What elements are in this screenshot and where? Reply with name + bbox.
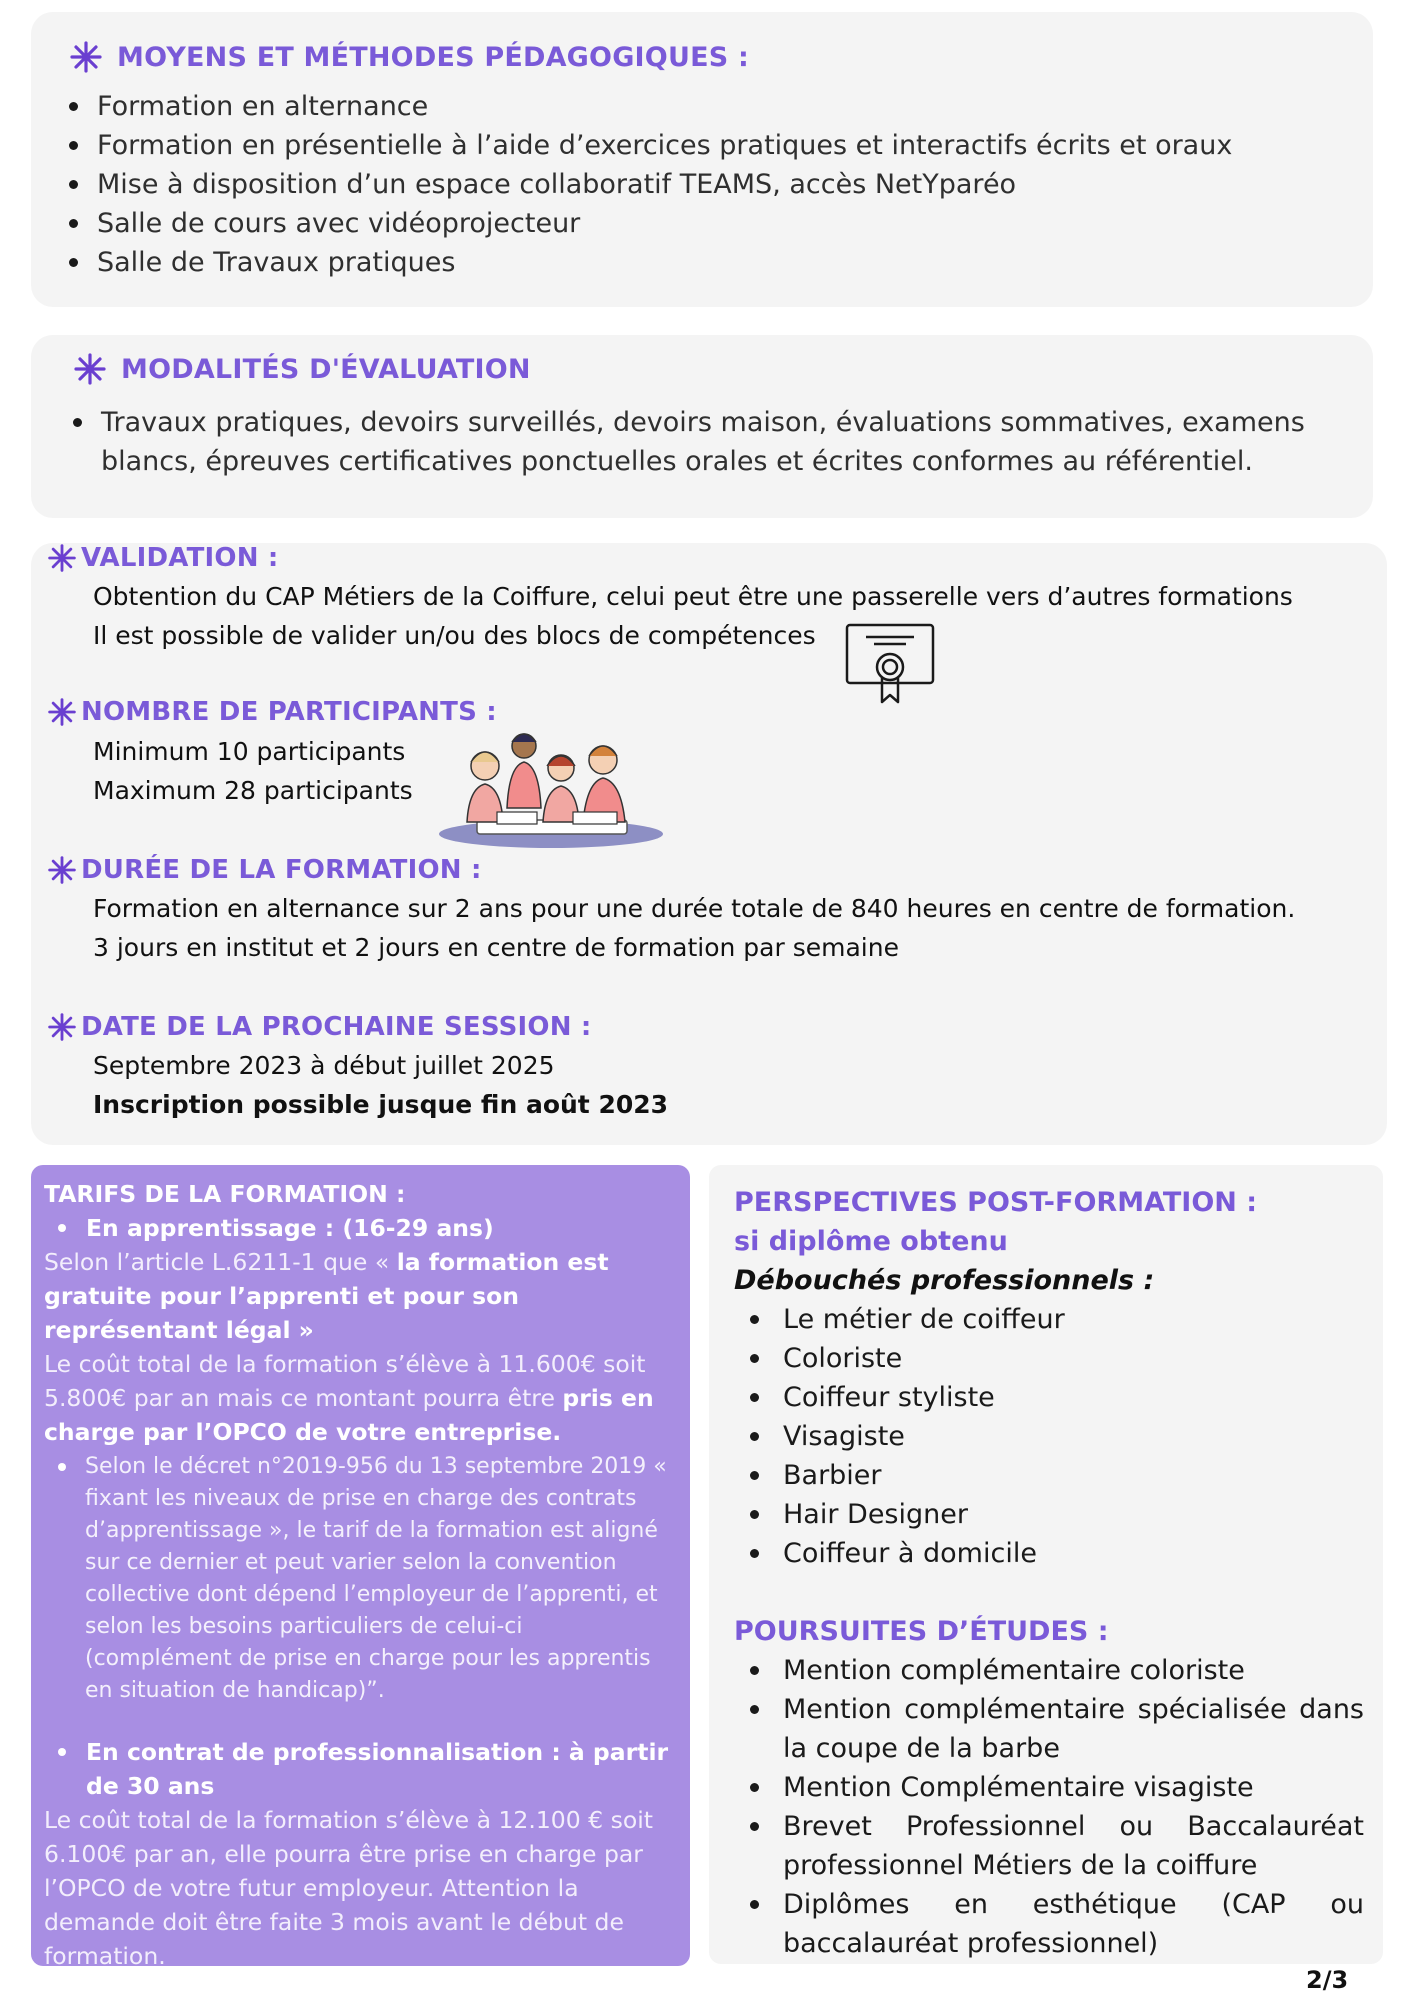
validation-heading [47,543,279,573]
list-item: Mention complémentaire coloriste [734,1651,1364,1690]
validation-title: VALIDATION : [81,543,279,573]
list-item: Coloriste [734,1339,1364,1378]
validation-line: Il est possible de valider un/ou des blocs de compétences [93,621,816,650]
participants-heading [47,697,497,727]
pro-label: En contrat de professionnalisation : à partir de 30 ans [44,1735,674,1803]
session-title: DATE DE LA PROCHAINE SESSION : [81,1012,592,1042]
participants-max: Maximum 28 participants [93,776,413,805]
list-item: Brevet Professionnel ou Baccalauréat professionnel Métiers de la coiffure [734,1807,1364,1885]
tarifs-text: Le coût total de la formation s’élève à 11.600€ soit 5.800€ par an mais ce montant pourra être [44,1350,646,1412]
moyens-heading [69,40,749,74]
participants-min: Minimum 10 participants [93,737,406,766]
decret-text: Selon le décret n°2019-956 du 13 septembre 2019 « fixant les niveaux de prise en charge des contrats d’apprentissage », le tarif de la formation est aligné sur ce dernier et peut varier selon la convention collective dont dépend l’employeur de l’apprenti, et selon les besoins particuliers de celui-ci (complément de prise en charge pour les apprentis en situation de handicap)”. [44,1451,674,1707]
list-item: Formation en alternance [97,87,1232,126]
list-item: Coiffeur à domicile [734,1534,1364,1573]
students-illustration [437,728,665,850]
list-item: Mention complémentaire spécialisée dans la coupe de la barbe [734,1690,1364,1768]
evaluation-heading [73,352,531,386]
details-card [31,543,1387,1145]
list-item: Salle de cours avec vidéoprojecteur [97,204,1232,243]
tarifs-card [31,1165,690,1970]
validation-line: Obtention du CAP Métiers de la Coiffure, celui peut être une passerelle vers d’autres formations [93,582,1293,611]
apprentissage-label: En apprentissage : (16-29 ans) [44,1211,674,1245]
tarifs-paragraph: Le coût total de la formation s’élève à 12.100 € soit 6.100€ par an, elle pourra être prise en charge par l’OPCO de votre futur employeur. Attention la demande doit être faite 3 mois avant le début de formation. [44,1806,653,1970]
tarifs-text-bold: la formation est gratuite pour l’apprenti et pour son représentant légal » [44,1248,609,1344]
tarifs-paragraph [44,1347,674,1449]
perspectives-subtitle: si diplôme obtenu [734,1226,1008,1257]
asterisk-icon [47,1012,77,1042]
asterisk-icon [47,543,77,573]
list-item: Hair Designer [734,1495,1364,1534]
perspectives-title: PERSPECTIVES POST-FORMATION : [734,1187,1258,1218]
session-heading [47,1012,592,1042]
tarifs-text-bold: pris en charge par l’OPCO de votre entreprise. [44,1384,654,1446]
asterisk-icon [47,855,77,885]
list-item: Mise à disposition d’un espace collaboratif TEAMS, accès NetYparéo [97,165,1232,204]
tarifs-text: Selon l’article L.6211-1 que « [44,1248,397,1276]
list-item: Formation en présentielle à l’aide d’exercices pratiques et interactifs écrits et oraux [97,126,1232,165]
duree-title: DURÉE DE LA FORMATION : [81,855,482,885]
moyens-card [31,12,1373,307]
asterisk-icon [47,697,77,727]
list-item: Le métier de coiffeur [734,1300,1364,1339]
asterisk-icon [69,40,103,74]
session-inscription: Inscription possible jusque fin août 2023 [93,1090,669,1119]
list-item: Visagiste [734,1417,1364,1456]
moyens-title: MOYENS ET MÉTHODES PÉDAGOGIQUES : [117,41,749,73]
poursuites-list [734,1651,1364,1963]
duree-heading [47,855,482,885]
debouches-label: Débouchés professionnels : [734,1265,1155,1296]
asterisk-icon [73,352,107,386]
evaluation-list [101,403,1341,481]
tarifs-title: TARIFS DE LA FORMATION : [44,1180,406,1208]
session-dates: Septembre 2023 à début juillet 2025 [93,1051,555,1080]
list-item: Travaux pratiques, devoirs surveillés, devoirs maison, évaluations sommatives, examens blancs, épreuves certificatives ponctuelles orales et écrites conformes au référentiel. [101,403,1341,481]
list-item: Barbier [734,1456,1364,1495]
perspectives-card [709,1165,1383,1964]
moyens-list [97,87,1232,282]
evaluation-title: MODALITÉS D'ÉVALUATION [121,353,531,385]
duree-line: 3 jours en institut et 2 jours en centre de formation par semaine [93,933,899,962]
list-item: Coiffeur styliste [734,1378,1364,1417]
certificate-icon [844,622,936,706]
debouches-list [734,1300,1364,1573]
list-item: Salle de Travaux pratiques [97,243,1232,282]
duree-line: Formation en alternance sur 2 ans pour une durée totale de 840 heures en centre de formation. [93,894,1296,923]
page-number: 2/3 [1306,1966,1349,1994]
tarifs-paragraph [44,1245,674,1347]
participants-title: NOMBRE DE PARTICIPANTS : [81,697,497,727]
poursuites-title: POURSUITES D’ÉTUDES : [734,1616,1109,1647]
list-item: Diplômes en esthétique (CAP ou baccalauréat professionnel) [734,1885,1364,1963]
evaluation-card [31,335,1373,518]
list-item: Mention Complémentaire visagiste [734,1768,1364,1807]
